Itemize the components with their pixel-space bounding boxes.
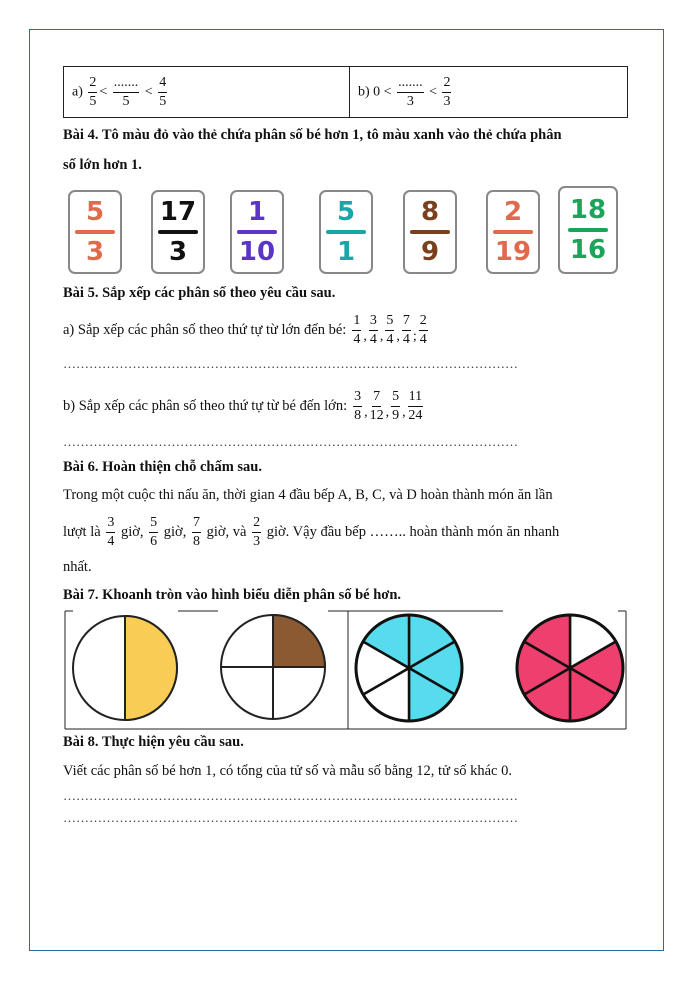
- card-numerator: 5: [336, 197, 356, 227]
- card-numerator: 5: [85, 197, 105, 227]
- card-denominator: 16: [569, 235, 607, 265]
- bai5-a-fractions: $\frac{1}{4}$ , $\frac{3}{4}$ , $\frac{5}{4}$ , $\frac{7}{4}$ ; $\frac{2}{4}$: [353, 312, 427, 347]
- card-numerator: 2: [503, 197, 523, 227]
- fraction: $\frac{5}{4}$: [386, 312, 394, 347]
- bai5-b-text: b) Sắp xếp các phân số theo thứ tự từ bé đến lớn:: [63, 397, 348, 414]
- fraction-bar: [326, 230, 366, 234]
- answer-line[interactable]: ……………………………………………………………………………………………: [63, 434, 518, 449]
- card-numerator: 8: [420, 197, 440, 227]
- fraction-card[interactable]: [319, 190, 373, 274]
- card-numerator: 1: [247, 197, 267, 227]
- circles-table: [63, 610, 628, 730]
- card-numerator: 18: [569, 195, 607, 225]
- card-denominator: 9: [420, 237, 440, 267]
- fraction-bar: [493, 230, 533, 234]
- bai6-line1: Trong một cuộc thi nấu ăn, thời gian 4 đầu bếp A, B, C, và D hoàn thành món ăn lần: [63, 487, 553, 503]
- answer-line[interactable]: ……………………………………………………………………………………………: [63, 810, 518, 825]
- fraction-bar: [75, 230, 115, 234]
- fraction: $\frac{2}{3}$: [443, 74, 451, 109]
- comparison-a: [64, 67, 350, 118]
- bai5-a: [63, 310, 628, 350]
- answer-line[interactable]: ……………………………………………………………………………………………: [63, 356, 518, 371]
- label-a: a): [72, 84, 83, 100]
- fraction: $\frac{2}{4}$: [419, 312, 427, 347]
- fraction-bar: [158, 230, 198, 234]
- comparison-table: [63, 66, 628, 118]
- fraction: $\frac{11}{24}$: [408, 388, 423, 423]
- fraction: $\frac{7}{12}$: [369, 388, 384, 423]
- card-denominator: 3: [85, 237, 105, 267]
- bai6-line3: nhất.: [63, 559, 92, 575]
- fraction: $\frac{2}{5}$: [89, 74, 97, 109]
- fraction-bar: [237, 230, 277, 234]
- bai6-line2: lượt là $\frac{3}{4}$ giờ, $\frac{5}{6}$ giờ, $\frac{7}{8}$ giờ, và $\frac{2}{3}$ giờ. Vậy đầu bếp …….. hoàn thành món ăn nhanh: [63, 514, 560, 549]
- circle-sixths-pink[interactable]: [517, 615, 623, 721]
- fraction: $\frac{2}{3}$: [253, 514, 261, 549]
- answer-line[interactable]: ……………………………………………………………………………………………: [63, 788, 518, 803]
- worksheet: [63, 66, 628, 826]
- circle-quarter[interactable]: [221, 615, 325, 719]
- bai7-title: Bài 7. Khoanh tròn vào hình biểu diễn phân số bé hơn.: [63, 587, 402, 603]
- comparison-b: [350, 67, 628, 118]
- bai4-title: Bài 4. Tô màu đỏ vào thẻ chứa phân số bé hơn 1, tô màu xanh vào thẻ chứa phân số lớn hơn 1.: [63, 127, 562, 173]
- lt-sign: <: [99, 84, 108, 100]
- fraction-card[interactable]: [68, 190, 122, 274]
- bai8-title: Bài 8. Thực hiện yêu cầu sau.: [63, 734, 244, 750]
- card-denominator: 1: [336, 237, 356, 267]
- bai5-a-text: a) Sắp xếp các phân số theo thứ tự từ lớn đến bé:: [63, 321, 347, 338]
- fraction: $\frac{1}{4}$: [353, 312, 361, 347]
- fraction-card[interactable]: [151, 190, 205, 274]
- fraction-blank[interactable]: $\frac{.......}{3}$: [398, 74, 423, 109]
- lt-sign: <: [429, 84, 437, 100]
- fraction: $\frac{5}{6}$: [150, 514, 158, 549]
- fraction: $\frac{3}{4}$: [369, 312, 377, 347]
- bai5-title: Bài 5. Sắp xếp các phân số theo yêu cầu sau.: [63, 285, 336, 301]
- bai5-b: [63, 386, 628, 426]
- fraction-card[interactable]: [558, 186, 618, 274]
- fraction: $\frac{5}{9}$: [392, 388, 400, 423]
- lt-sign: <: [144, 84, 153, 100]
- card-denominator: 19: [494, 237, 532, 267]
- label-b: b) 0 <: [358, 84, 392, 100]
- fraction-bar: [568, 228, 608, 232]
- circle-half[interactable]: [73, 616, 177, 720]
- fraction-blank[interactable]: $\frac{.......}{5}$: [113, 74, 139, 109]
- fraction: $\frac{7}{8}$: [192, 514, 200, 549]
- fraction-cards: [63, 186, 628, 282]
- bai5-b-fractions: $\frac{3}{8}$ , $\frac{7}{12}$ , $\frac{5}{9}$ , $\frac{11}{24}$: [354, 388, 423, 423]
- fraction-bar: [410, 230, 450, 234]
- fraction: $\frac{4}{5}$: [159, 74, 167, 109]
- circle-sixths-cyan[interactable]: [356, 615, 462, 721]
- fraction-card[interactable]: [230, 190, 284, 274]
- fraction: $\frac{3}{8}$: [354, 388, 362, 423]
- fraction: $\frac{7}{4}$: [402, 312, 410, 347]
- card-denominator: 3: [168, 237, 188, 267]
- card-denominator: 10: [238, 237, 276, 267]
- fraction-card[interactable]: [403, 190, 457, 274]
- bai8-text: Viết các phân số bé hơn 1, có tổng của tử số và mẫu số bằng 12, tử số khác 0.: [63, 763, 512, 779]
- card-numerator: 17: [159, 197, 197, 227]
- fraction-card[interactable]: [486, 190, 540, 274]
- bai6-title: Bài 6. Hoàn thiện chỗ chấm sau.: [63, 459, 262, 475]
- fraction: $\frac{3}{4}$: [107, 514, 115, 549]
